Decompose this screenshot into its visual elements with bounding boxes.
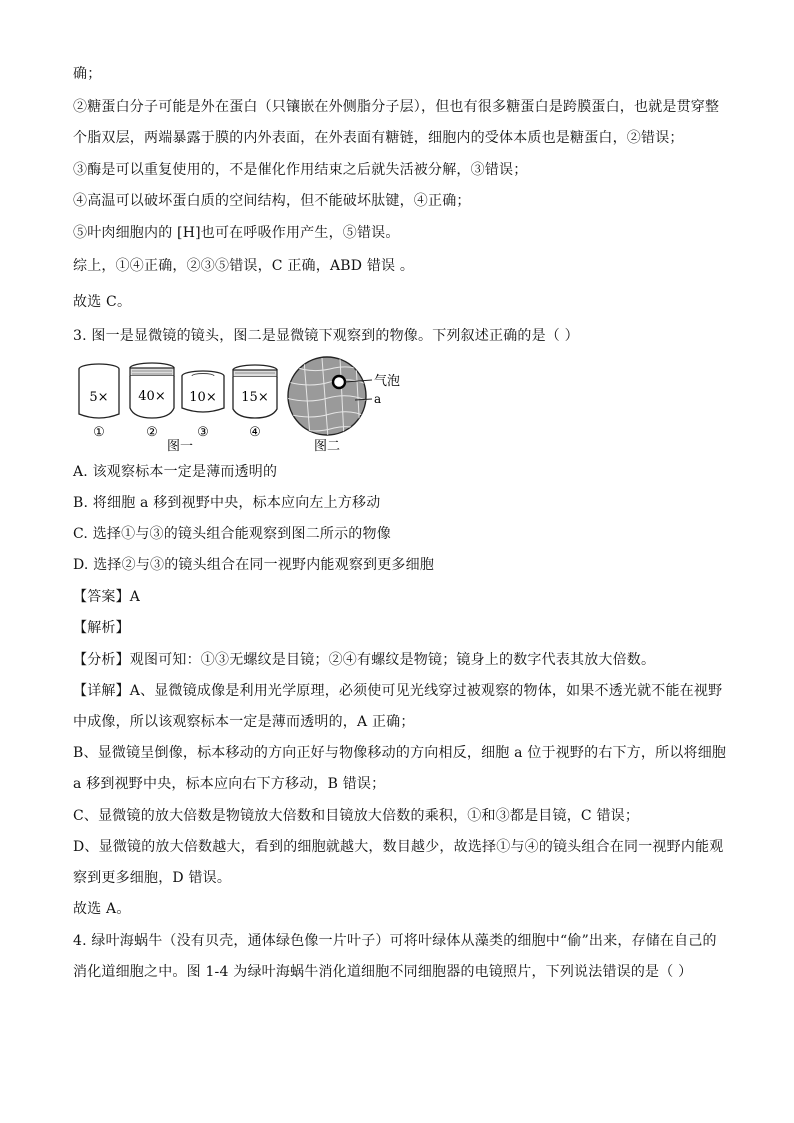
lens-3-num: ③ bbox=[197, 425, 209, 440]
analysis-line: 【分析】观图可知：①③无螺纹是目镜；②④有螺纹是物镜；镜身上的数字代表其放大倍数。 bbox=[73, 652, 656, 668]
detail-line-5: C、显微镜的放大倍数是物镜放大倍数和目镜放大倍数的乘积，①和③都是目镜，C 错误； bbox=[73, 808, 640, 824]
detail-line-2: 中成像，所以该观察标本一定是薄而透明的，A 正确； bbox=[73, 714, 415, 730]
summary-line: 综上，①④正确，②③⑤错误，C 正确，ABD 错误 。 bbox=[73, 258, 415, 274]
field-of-view bbox=[286, 357, 400, 438]
lens-3-mag: 10× bbox=[189, 390, 217, 405]
question-4-line-1: 4. 绿叶海蜗牛（没有贝壳，通体绿色像一片叶子）可将叶绿体从藻类的细胞中“偷”出来，存储在自己的 bbox=[73, 933, 717, 949]
lens-4-mag: 15× bbox=[241, 390, 269, 405]
option-d: D. 选择②与③的镜头组合在同一视野内能观察到更多细胞 bbox=[73, 557, 435, 573]
text-line-4: ③酶是可以重复使用的，不是催化作用结束之后就失活被分解，③错误； bbox=[73, 162, 528, 178]
lens-2-num: ② bbox=[146, 425, 158, 440]
text-line-1: 确； bbox=[73, 66, 102, 82]
text-line-6: ⑤叶肉细胞内的 [H]也可在呼吸作用产生，⑤错误。 bbox=[73, 225, 400, 241]
answer-label: 【答案】A bbox=[73, 589, 141, 605]
detail-line-3: B、显微镜呈倒像，标本移动的方向正好与物像移动的方向相反，细胞 a 位于视野的右下方，所以将细胞 bbox=[73, 745, 727, 761]
fig1-caption: 图一 bbox=[166, 439, 194, 454]
lens-1 bbox=[79, 364, 119, 440]
lens-1-num: ① bbox=[93, 425, 105, 440]
detail-line-6: D、显微镜的放大倍数越大，看到的细胞就越大，数目越少，故选择①与④的镜头组合在同一视野内能观 bbox=[73, 839, 724, 855]
detail-line-1: 【详解】A、显微镜成像是利用光学原理，必须使可见光线穿过被观察的物体，如果不透光就不能在视野 bbox=[73, 683, 723, 699]
text-line-5: ④高温可以破坏蛋白质的空间结构，但不能破坏肽键，④正确； bbox=[73, 193, 471, 209]
text-line-3: 个脂双层，两端暴露于膜的内外表面，在外表面有糖链，细胞内的受体本质也是糖蛋白，②错误； bbox=[73, 130, 684, 146]
lens-1-mag: 5× bbox=[89, 390, 109, 405]
detail-line-4: a 移到视野中央，标本应向右下方移动，B 错误； bbox=[73, 776, 386, 792]
text-line-2: ②糖蛋白分子可能是外在蛋白（只镶嵌在外侧脂分子层），但也有很多糖蛋白是跨膜蛋白，也就是贯穿整 bbox=[73, 99, 720, 115]
option-b: B. 将细胞 a 移到视野中央，标本应向左上方移动 bbox=[73, 495, 381, 511]
lens-3 bbox=[182, 371, 224, 440]
option-a: A. 该观察标本一定是薄而透明的 bbox=[73, 464, 278, 480]
question-3-stem: 3. 图一是显微镜的镜头，图二是显微镜下观察到的物像。下列叙述正确的是（ ） bbox=[73, 328, 579, 344]
air-bubble bbox=[333, 376, 345, 388]
lens-diagram bbox=[72, 356, 412, 456]
bubble-label: 气泡 bbox=[374, 374, 401, 389]
option-c: C. 选择①与③的镜头组合能观察到图二所示的物像 bbox=[73, 526, 391, 542]
microscope-figure bbox=[72, 356, 412, 456]
question-4-line-2: 消化道细胞之中。图 1-4 为绿叶海蜗牛消化道细胞不同细胞器的电镜照片，下列说法错误的是（ ） bbox=[73, 964, 693, 980]
detail-line-7: 察到更多细胞，D 错误。 bbox=[73, 870, 232, 886]
fig2-caption: 图二 bbox=[313, 439, 341, 454]
lens-4 bbox=[233, 365, 277, 440]
lens-4-num: ④ bbox=[249, 425, 261, 440]
answer-select-line-2: 故选 A。 bbox=[73, 901, 131, 917]
lens-2-mag: 40× bbox=[138, 389, 166, 404]
lens-2 bbox=[130, 363, 174, 440]
analysis-heading: 【解析】 bbox=[73, 620, 130, 636]
answer-select-line: 故选 C。 bbox=[73, 294, 132, 310]
cell-a-label: a bbox=[374, 392, 382, 406]
